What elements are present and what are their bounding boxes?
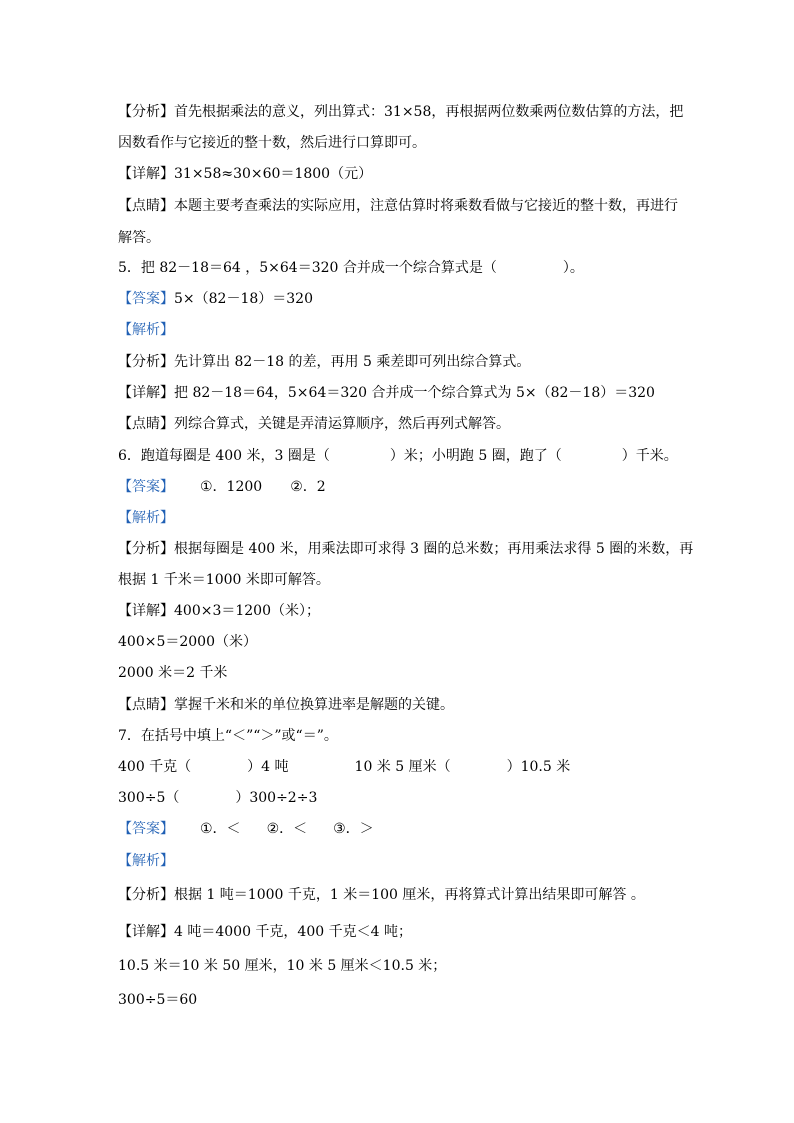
q4-analysis: 【分析】首先根据乘法的意义，列出算式：31×58，再根据两位数乘两位数估算的方法，把 — [118, 104, 684, 120]
q6-answer — [118, 477, 326, 497]
q4-detail: 【详解】31×58≈30×60＝1800（元） — [118, 166, 373, 182]
q6-question-c: ）千米。 — [621, 448, 678, 464]
q6-answer-label: 【答案】 — [118, 479, 174, 495]
q7-row1-a-pre: 400 千克（ — [118, 759, 192, 775]
q6-parse-label: 【解析】 — [118, 510, 174, 526]
q6-question — [118, 446, 678, 466]
q7-answer-item-3: ③．＞ — [333, 821, 374, 837]
q5-answer-label: 【答案】 — [118, 291, 174, 307]
q6-question-b: ）米；小明跑 5 圈，跑了（ — [389, 448, 562, 464]
q5-question-pre: 5．把 82－18＝64 ，5×64＝320 合并成一个综合算式是（ — [118, 260, 497, 276]
q7-parse-label: 【解析】 — [118, 853, 174, 869]
q7-detail-2: 10.5 米＝10 米 50 厘米，10 米 5 厘米＜10.5 米； — [118, 958, 447, 974]
q7-row1-b-pre: 10 米 5 厘米（ — [354, 759, 451, 775]
q6-answer-item-1: ①．1200 — [200, 479, 263, 495]
q5-detail: 【详解】把 82－18＝64，5×64＝320 合并成一个综合算式为 5×（82－18）＝320 — [118, 385, 655, 401]
q7-row1-b-post: ）10.5 米 — [506, 759, 571, 775]
q7-detail: 【详解】4 吨＝4000 千克，400 千克＜4 吨； — [118, 924, 412, 940]
q6-comment: 【点睛】掌握千米和米的单位换算进率是解题的关键。 — [118, 697, 454, 713]
q7-answer-label: 【答案】 — [118, 821, 174, 837]
q6-detail: 【详解】400×3＝1200（米）； — [118, 603, 320, 619]
q7-row2-pre: 300÷5（ — [118, 790, 180, 806]
q4-comment-cont: 解答。 — [118, 230, 160, 246]
q6-analysis-cont: 根据 1 千米＝1000 米即可解答。 — [118, 572, 330, 588]
q5-question — [118, 258, 584, 278]
q5-answer-text: 5×（82－18）＝320 — [174, 291, 313, 307]
q4-analysis-cont: 因数看作与它接近的整十数，然后进行口算即可。 — [118, 135, 426, 151]
q5-parse-label: 【解析】 — [118, 322, 174, 338]
q4-comment: 【点睛】本题主要考查乘法的实际应用，注意估算时将乘数看做与它接近的整十数，再进行 — [118, 198, 678, 214]
q6-question-a: 6．跑道每圈是 400 米，3 圈是（ — [118, 448, 330, 464]
q7-detail-3: 300÷5＝60 — [118, 992, 198, 1008]
q7-row1-a-post: ）4 吨 — [247, 759, 289, 775]
q7-answer-item-2: ②．＜ — [266, 821, 308, 837]
q5-analysis: 【分析】先计算出 82－18 的差，再用 5 乘差即可列出综合算式。 — [118, 354, 531, 370]
q7-answer-item-1: ①．＜ — [200, 821, 241, 837]
q6-detail-2: 400×5＝2000（米） — [118, 634, 257, 650]
q7-answer — [118, 819, 374, 839]
q7-row-1 — [118, 757, 570, 777]
q5-question-post: ）。 — [562, 260, 584, 276]
q5-answer — [118, 289, 313, 309]
q7-analysis: 【分析】根据 1 吨＝1000 千克，1 米＝100 厘米，再将算式计算出结果即可解答 。 — [118, 887, 645, 903]
q6-answer-item-2: ②．2 — [290, 479, 326, 495]
q7-row-2 — [118, 788, 317, 808]
q7-row2-post: ）300÷2÷3 — [235, 790, 318, 806]
q5-comment: 【点睛】列综合算式，关键是弄清运算顺序，然后再列式解答。 — [118, 416, 510, 432]
q7-question: 7．在括号中填上“＜”“＞”或“＝”。 — [118, 728, 338, 744]
q6-analysis: 【分析】根据每圈是 400 米，用乘法即可求得 3 圈的总米数；再用乘法求得 5 圈的米数，再 — [118, 541, 694, 557]
q6-detail-3: 2000 米＝2 千米 — [118, 665, 228, 681]
